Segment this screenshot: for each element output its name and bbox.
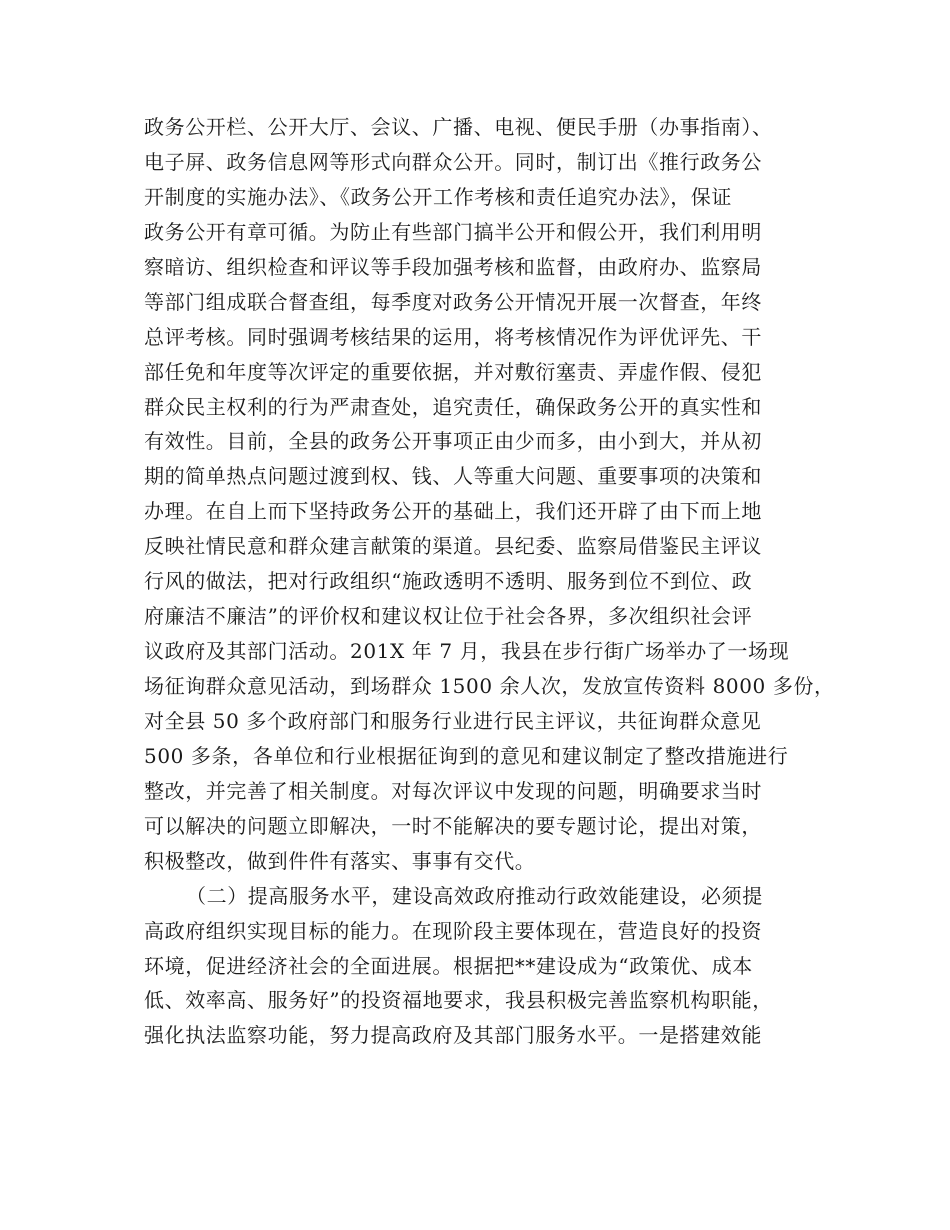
text-line: 高政府组织实现目标的能力。在现阶段主要体现在，营造良好的投资 <box>144 918 762 943</box>
text-line: 可以解决的问题立即解决，一时不能解决的要专题讨论，提出对策， <box>144 813 762 838</box>
text-line: 政务公开有章可循。为防止有些部门搞半公开和假公开，我们利用明 <box>144 219 762 244</box>
text-line: 500 多条，各单位和行业根据征询到的意见和建议制定了整改措施进行 <box>144 743 789 768</box>
text-line: 对全县 50 多个政府部门和服务行业进行民主评议，共征询群众意见 <box>144 708 762 733</box>
text-line: 政务公开栏、公开大厅、会议、广播、电视、便民手册（办事指南）、 <box>144 115 773 139</box>
text-line: 等部门组成联合督查组，每季度对政务公开情况开展一次督查，年终 <box>144 289 762 314</box>
text-line: 强化执法监察功能，努力提高政府及其部门服务水平。一是搭建效能 <box>144 1023 762 1048</box>
text-line: 环境，促进经济社会的全面进展。根据把**建设成为“政策优、成本 <box>144 953 753 978</box>
body-text <box>144 110 844 1053</box>
text-line: 部任免和年度等次评定的重要依据，并对敷衍塞责、弄虚作假、侵犯 <box>144 359 762 384</box>
text-line: 期的简单热点问题过渡到权、钱、人等重大问题、重要事项的决策和 <box>144 464 762 489</box>
text-line: 群众民主权利的行为严肃查处，追究责任，确保政务公开的真实性和 <box>144 394 762 419</box>
text-line: 积极整改，做到件件有落实、事事有交代。 <box>144 848 536 873</box>
text-line: 整改，并完善了相关制度。对每次评议中发现的问题，明确要求当时 <box>144 778 762 803</box>
text-line: 办理。在自上而下坚持政务公开的基础上，我们还开辟了由下而上地 <box>144 499 762 524</box>
text-line: 议政府及其部门活动。201X 年 7 月，我县在步行街广场举办了一场现 <box>144 639 790 664</box>
text-line: 低、效率高、服务好”的投资福地要求，我县积极完善监察机构职能， <box>144 988 773 1013</box>
text-line: 场征询群众意见活动，到场群众 1500 余人次，发放宣传资料 8000 多份， <box>144 674 835 698</box>
text-line: 府廉洁不廉洁”的评价权和建议权让位于社会各界，多次组织社会评 <box>144 604 753 629</box>
text-line: 开制度的实施办法》、《政务公开工作考核和责任追究办法》，保证 <box>144 184 732 209</box>
text-line: 察暗访、组织检查和评议等手段加强考核和监督，由政府办、监察局 <box>144 254 762 279</box>
text-line: 总评考核。同时强调考核结果的运用，将考核情况作为评优评先、干 <box>144 324 762 349</box>
text-line: 有效性。目前，全县的政务公开事项正由少而多，由小到大，并从初 <box>144 429 762 454</box>
text-line: 电子屏、政务信息网等形式向群众公开。同时，制订出《推行政务公 <box>144 149 762 174</box>
text-line: 行风的做法，把对行政组织“施政透明不透明、服务到位不到位、政 <box>144 569 753 594</box>
text-line: 反映社情民意和群众建言献策的渠道。县纪委、监察局借鉴民主评议 <box>144 534 762 559</box>
section-heading-line: （二）提高服务水平，建设高效政府推动行政效能建设，必须提 <box>186 883 763 908</box>
